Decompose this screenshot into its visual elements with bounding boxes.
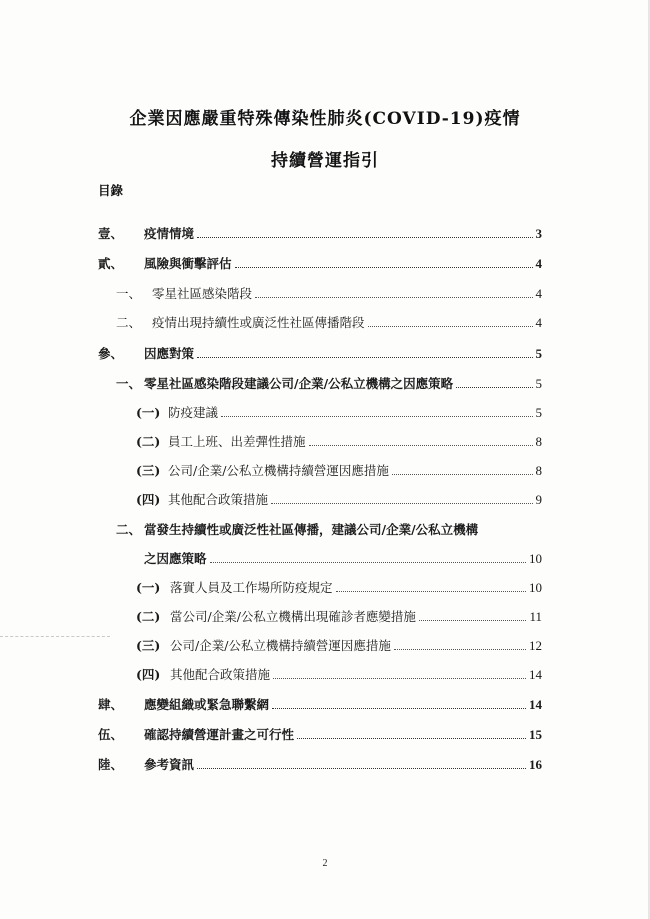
toc-entry-label: 應變組織或緊急聯繫網 [144, 697, 270, 712]
toc-entry[interactable] [136, 578, 542, 596]
toc-entry-number: (三) [136, 463, 161, 478]
toc-entry-label: 防疫建議 [168, 405, 219, 420]
toc-entry-label: 公司/企業/公私立機構持續營運因應措施 [168, 463, 389, 478]
toc-entry[interactable] [116, 520, 542, 538]
toc-entry-number: (二) [136, 434, 161, 449]
toc-entry-page: 4 [535, 256, 542, 271]
toc-entry-label: 零星社區感染階段建議公司/企業/公私立機構之因應策略 [144, 376, 454, 391]
toc-entry-number: 參、 [98, 346, 124, 361]
toc-entry-number: 陸、 [98, 757, 124, 772]
toc-entry-label: 落實人員及工作場所防疫規定 [170, 580, 333, 595]
toc-entry-page: 14 [529, 697, 542, 712]
toc-entry[interactable] [98, 695, 542, 713]
toc-dot-leader [368, 326, 533, 327]
toc-entry[interactable] [116, 313, 542, 331]
toc-entry-page: 12 [529, 638, 542, 653]
toc-entry-label: 確認持續營運計畫之可行性 [144, 727, 295, 742]
toc-entry[interactable] [98, 254, 542, 272]
toc-entry-page: 10 [529, 551, 542, 566]
document-subtitle: 持續營運指引 [271, 151, 379, 171]
page-number: 2 [322, 858, 328, 869]
toc-dot-leader [273, 678, 526, 679]
toc-entry-page: 4 [535, 286, 542, 301]
toc-entry-page: 5 [535, 346, 542, 361]
toc-entry-number: 貳、 [98, 256, 124, 271]
toc-entry-label: 疫情情境 [144, 226, 195, 241]
toc-dot-leader [456, 387, 532, 388]
toc-entry-page: 10 [529, 580, 542, 595]
toc-entry-number: (三) [136, 638, 161, 653]
toc-entry[interactable] [136, 665, 542, 683]
toc-entry[interactable] [144, 549, 542, 567]
toc-entry-label: 風險與衝擊評估 [144, 256, 232, 271]
toc-entry[interactable] [98, 224, 542, 242]
toc-entry-page: 11 [529, 609, 542, 624]
toc-dot-leader [336, 591, 526, 592]
toc-entry[interactable] [136, 461, 542, 479]
toc-heading: 目錄 [98, 183, 124, 198]
toc-entry-number: (一) [136, 405, 161, 420]
toc-dot-leader [197, 357, 532, 358]
toc-entry-number: 二、 [116, 315, 142, 330]
toc-entry-label: 其他配合政策措施 [168, 492, 269, 507]
toc-dot-leader [272, 708, 526, 709]
toc-entry-number: (一) [136, 580, 161, 595]
toc-entry[interactable] [136, 636, 542, 654]
toc-entry-label: 因應對策 [144, 346, 195, 361]
toc-entry-page: 5 [535, 405, 542, 420]
toc-dot-leader [235, 267, 533, 268]
scan-artifact-line [0, 636, 110, 637]
toc-dot-leader [419, 620, 527, 621]
toc-dot-leader [394, 649, 526, 650]
toc-entry[interactable] [98, 344, 542, 362]
toc-entry-label: 之因應策略 [144, 551, 207, 566]
toc-entry[interactable] [116, 374, 542, 392]
toc-entry-page: 4 [535, 315, 542, 330]
toc-dot-leader [197, 768, 526, 769]
toc-entry-page: 14 [529, 667, 542, 682]
toc-entry-label: 零星社區感染階段 [152, 286, 253, 301]
toc-entry-page: 8 [535, 434, 542, 449]
toc-dot-leader [271, 503, 532, 504]
toc-dot-leader [197, 237, 532, 238]
toc-entry-label: 當公司/企業/公私立機構出現確診者應變措施 [170, 609, 416, 624]
toc-dot-leader [255, 297, 532, 298]
toc-entry-page: 15 [529, 727, 542, 742]
toc-entry-number: 壹、 [98, 226, 124, 241]
toc-entry-label: 員工上班、出差彈性措施 [168, 434, 306, 449]
toc-entry-number: 二、 [116, 522, 142, 537]
toc-entry-number: 伍、 [98, 727, 124, 742]
toc-entry-page: 8 [535, 463, 542, 478]
toc-entry-label: 公司/企業/公私立機構持續營運因應措施 [170, 638, 391, 653]
toc-entry-label: 參考資訊 [144, 757, 195, 772]
toc-entry-number: 一、 [116, 286, 142, 301]
toc-entry[interactable] [136, 432, 542, 450]
toc-entry-number: 一、 [116, 376, 142, 391]
toc-entry-label: 疫情出現持續性或廣泛性社區傳播階段 [152, 315, 365, 330]
toc-entry[interactable] [136, 607, 542, 625]
toc-entry[interactable] [98, 755, 542, 773]
toc-entry-label: 當發生持續性或廣泛性社區傳播，建議公司/企業/公私立機構 [144, 522, 479, 537]
toc-entry-page: 16 [529, 757, 542, 772]
toc-entry-number: (四) [136, 492, 161, 507]
toc-entry[interactable] [136, 403, 542, 421]
toc-entry-page: 5 [535, 376, 542, 391]
toc-entry-number: (二) [136, 609, 161, 624]
document-title: 企業因應嚴重特殊傳染性肺炎(COVID-19)疫情 [129, 109, 521, 129]
toc-entry-page: 9 [535, 492, 542, 507]
toc-dot-leader [297, 738, 526, 739]
toc-entry[interactable] [116, 284, 542, 302]
toc-entry-page: 3 [535, 226, 542, 241]
toc-dot-leader [221, 416, 532, 417]
toc-entry-label: 其他配合政策措施 [170, 667, 271, 682]
toc-dot-leader [210, 562, 526, 563]
toc-dot-leader [392, 474, 533, 475]
toc-entry[interactable] [136, 490, 542, 508]
toc-dot-leader [309, 445, 533, 446]
toc-entry-number: 肆、 [98, 697, 124, 712]
toc-entry[interactable] [98, 725, 542, 743]
toc-entry-number: (四) [136, 667, 161, 682]
